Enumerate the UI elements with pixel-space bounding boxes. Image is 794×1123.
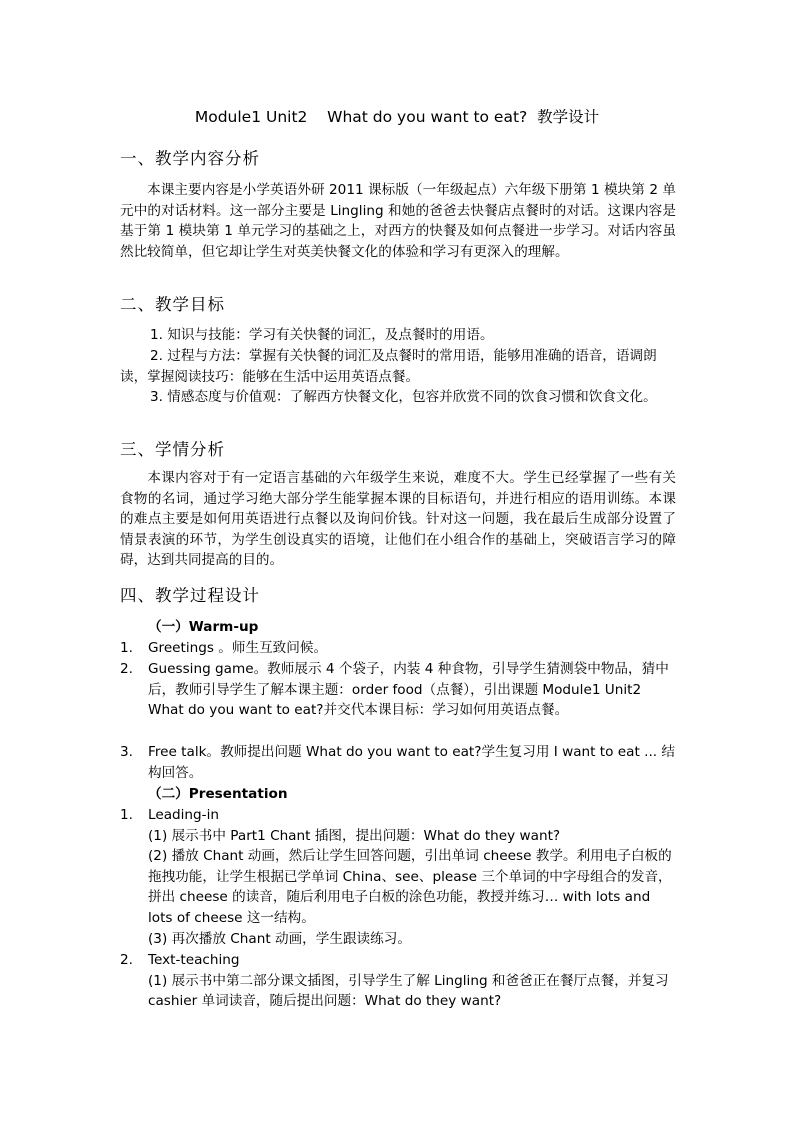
learner-analysis-text: 本课内容对于有一定语言基础的六年级学生来说，难度不大。学生已经掌握了一些有关食物的名词，通过学习绝大部分学生能掌握本课的目标语句，并进行相应的语用训练。本课的难点主要是如何用英语进行点餐以及询问价钱。针对这一问题，我在最后生成部分设置了情景表演的环节，为学生创设真实的语境，让他们在小组合作的基础上，突破语言学习的障碍，达到共同提高的目的。 (120, 470, 676, 569)
list-number: 1. (120, 640, 133, 656)
list-item (120, 638, 676, 659)
list-number: 1. (120, 807, 133, 823)
section-heading-goals: 二、教学目标 (120, 295, 225, 314)
list-text: Text-teaching (148, 952, 240, 968)
list-number: 2. (120, 661, 133, 677)
goal-item (120, 325, 676, 346)
warmup-label: （一）Warm-up (148, 619, 259, 635)
list-text: Leading-in (148, 807, 219, 823)
goal-text: 1. 知识与技能：学习有关快餐的词汇，及点餐时的用语。 (150, 327, 494, 343)
step-item: (2) 播放 Chant 动画，然后让学生回答问题，引出单词 cheese 教学。利用电子白板的拖拽功能，让学生根据已学单词 China、see、please 三个单词的中字母组合的发音，拼出 cheese 的读音，随后利用电子白板的涂色功能，教授并练习… with lots and lots of cheese 这一结构。 (148, 848, 672, 926)
list-number: 2. (120, 952, 133, 968)
section-heading-learner-analysis: 三、学情分析 (120, 440, 225, 459)
goal-item (120, 387, 676, 408)
step-item: (3) 再次播放 Chant 动画，学生跟读练习。 (148, 930, 411, 947)
list-text: Guessing game。教师展示 4 个袋子，内装 4 种食物，引导学生猜测袋中物品，猜中后，教师引导学生了解本课主题：order food（点餐），引出课题 Module1 Unit2 What do you want to eat?并交代本课目标：学习如何用英语点餐。 (148, 661, 669, 719)
list-number: 3. (120, 744, 133, 760)
section-heading-content-analysis: 一、教学内容分析 (120, 149, 260, 168)
step-item: (1) 展示书中 Part1 Chant 插图，提出问题：What do they want? (148, 827, 561, 844)
list-text: Free talk。教师提出问题 What do you want to eat?学生复习用 I want to eat ... 结构回答。 (148, 744, 676, 781)
step-list (148, 971, 676, 1012)
content-analysis-text: 本课主要内容是小学英语外研 2011 课标版（一年级起点）六年级下册第 1 模块第 2 单元中的对话材料。这一部分主要是 Lingling 和她的爸爸去快餐店点餐时的对话。这课内容是基于第 1 模块第 1 单元学习的基础之上，对西方的快餐及如何点餐进一步学习。对话内容虽然比较简单，但它却让学生对英美快餐文化的体验和学习有更深入的理解。 (120, 182, 676, 260)
section-heading-process: 四、教学过程设计 (120, 586, 260, 605)
goal-text: 2. 过程与方法：掌握有关快餐的词汇及点餐时的常用语，能够用准确的语音，语调朗读，掌握阅读技巧：能够在生活中运用英语点餐。 (120, 348, 657, 385)
list-item (120, 950, 676, 1012)
learner-analysis-paragraph (120, 468, 676, 571)
list-item (120, 742, 676, 783)
goal-text: 3. 情感态度与价值观：了解西方快餐文化，包容并欣赏不同的饮食习惯和饮食文化。 (150, 389, 657, 405)
presentation-label: （二）Presentation (148, 786, 288, 802)
goal-item (120, 346, 676, 387)
step-item: (1) 展示书中第二部分课文插图，引导学生了解 Lingling 和爸爸正在餐厅点餐，并复习 cashier 单词读音，随后提出问题：What do they want? (148, 972, 669, 1010)
document-title: Module1 Unit2 What do you want to eat? 教学设计 (194, 108, 600, 126)
step-list (148, 826, 676, 950)
list-text: Greetings 。师生互致问候。 (148, 640, 328, 656)
content-analysis-paragraph (120, 180, 676, 262)
list-item (120, 659, 676, 721)
list-item (120, 805, 676, 949)
